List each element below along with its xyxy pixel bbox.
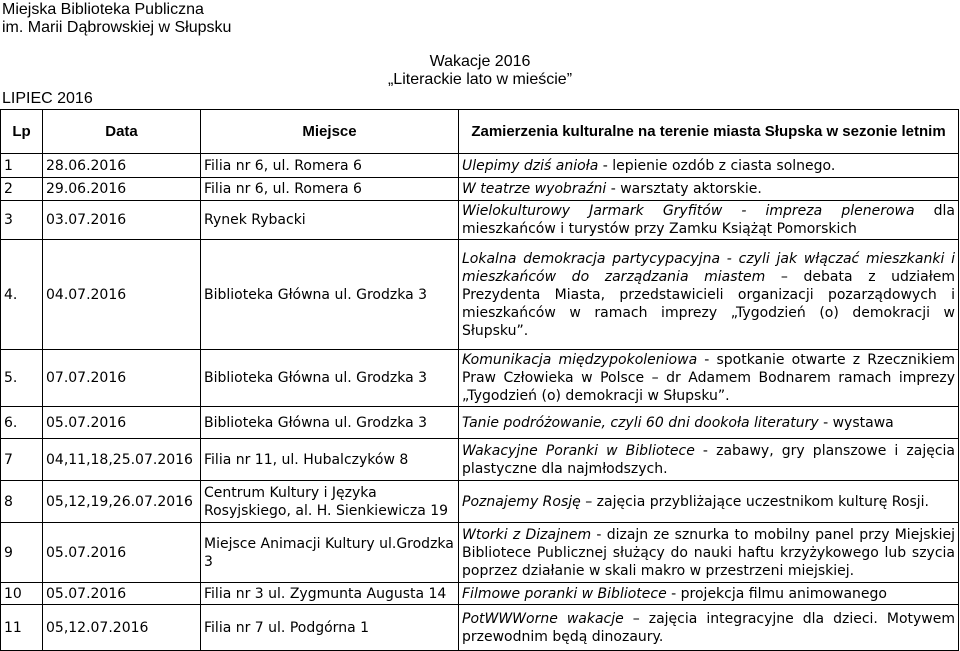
event-details: - lepienie ozdób z ciasta solnego. [598,157,836,174]
row-date: 05.07.2016 [43,407,201,439]
event-title: Poznajemy Rosję [462,493,581,510]
row-place: Filia nr 6, ul. Romera 6 [201,178,459,201]
row-lp: 8 [1,481,43,523]
row-date: 03.07.2016 [43,201,201,240]
event-title: Wakacyjne Poranki w Bibliotece [462,442,695,459]
row-place: Rynek Rybacki [201,201,459,240]
row-description [459,523,959,583]
row-date: 04.07.2016 [43,240,201,350]
row-date: 05.07.2016 [43,583,201,605]
table-row [1,523,959,583]
header-lp: Lp [1,110,43,154]
event-details: – debata z udziałem Prezydenta Miasta, przedstawicieli organizacji pozarządowych i mieszkańców w ramach imprezy „Tygodzień (o) demokracji w Słupsku”. [462,268,955,339]
row-place: Miejsce Animacji Kultury ul.Grodzka 3 [201,523,459,583]
library-name-line1: Miejska Biblioteka Publiczna [2,1,204,18]
row-lp: 9 [1,523,43,583]
row-date: 05,12,19,26.07.2016 [43,481,201,523]
event-title: Filmowe poranki w Bibliotece [462,585,667,602]
row-place: Biblioteka Główna ul. Grodzka 3 [201,240,459,350]
document-subtitle: „Literackie lato w mieście” [387,71,573,88]
row-date: 05.07.2016 [43,523,201,583]
table-row [1,439,959,481]
row-date: 04,11,18,25.07.2016 [43,439,201,481]
event-title: W teatrze wyobraźni [462,181,607,197]
table-row [1,605,959,651]
row-description [459,240,959,350]
row-lp: 3 [1,201,43,240]
event-details: - spotkanie otwarte z Rzecznikiem Praw Człowieka w Polsce – dr Adamem Bodnarem ramach imprezy „Tygodzień (o) demokracji w Słupsku”. [462,352,955,404]
event-details: - projekcja filmu animowanego [666,585,887,602]
row-lp: 11 [1,605,43,651]
row-description [459,407,959,439]
row-place: Biblioteka Główna ul. Grodzka 3 [201,407,459,439]
row-description [459,605,959,651]
row-description [459,154,959,178]
event-title: Ulepimy dziś anioła [462,157,599,174]
row-date: 07.07.2016 [43,350,201,407]
table-row [1,178,959,201]
table-row [1,583,959,605]
events-table [0,109,959,651]
event-title: Wtorki z Dizajnem [462,526,592,543]
event-details: - wystawa [818,414,894,431]
table-row [1,350,959,407]
event-title: PotWWWorne wakacje [462,610,624,627]
table-row [1,481,959,523]
library-name-line2: im. Marii Dąbrowskiej w Słupsku [2,19,232,36]
event-details: - warsztaty aktorskie. [606,181,762,197]
row-description [459,481,959,523]
row-description [459,350,959,407]
event-title: Wielokulturowy Jarmark Gryfitów - impreza plenerowa [462,203,915,219]
event-details: – zajęcia integracyjne dla dzieci. Motywem przewodnim będą dinozaury. [462,610,955,645]
row-lp: 4. [1,240,43,350]
event-title: Komunikacja międzypokoleniowa [462,352,698,368]
row-place: Biblioteka Główna ul. Grodzka 3 [201,350,459,407]
table-row [1,240,959,350]
row-place: Centrum Kultury i Języka Rosyjskiego, al. H. Sienkiewicza 19 [201,481,459,523]
row-description [459,583,959,605]
event-title: Tanie podróżowanie, czyli 60 dni dookoła literatury [462,414,819,431]
header-date: Data [43,110,201,154]
row-description [459,439,959,481]
event-title: Lokalna demokracja partycypacyjna - czyli jak włączać mieszkanki i mieszkańców do zarządzania miastem [462,250,955,285]
row-place: Filia nr 3 ul. Zygmunta Augusta 14 [201,583,459,605]
row-lp: 7 [1,439,43,481]
document-title: Wakacje 2016 [429,53,531,70]
month-heading: LIPIEC 2016 [2,90,93,107]
row-lp: 1 [1,154,43,178]
header-place: Miejsce [201,110,459,154]
row-description [459,178,959,201]
event-details: - zabawy, gry planszowe i zajęcia plastyczne dla najmłodszych. [462,442,956,477]
event-details: dla mieszkańców i turystów przy Zamku Książąt Pomorskich [462,203,955,237]
row-lp: 2 [1,178,43,201]
row-place: Filia nr 6, ul. Romera 6 [201,154,459,178]
event-details: - dizajn ze sznurka to mobilny panel przy Miejskiej Bibliotece Publicznej służący do nauki haftu krzyżykowego lub szycia poprzez działanie w skali makro w przestrzeni miejskiej. [462,526,955,579]
row-lp: 10 [1,583,43,605]
table-row [1,201,959,240]
row-description [459,201,959,240]
row-date: 05,12.07.2016 [43,605,201,651]
row-lp: 5. [1,350,43,407]
row-place: Filia nr 11, ul. Hubalczyków 8 [201,439,459,481]
row-place: Filia nr 7 ul. Podgórna 1 [201,605,459,651]
row-date: 29.06.2016 [43,178,201,201]
event-details: – zajęcia przybliżające uczestnikom kulturę Rosji. [580,493,929,510]
table-header-row [1,110,959,154]
row-date: 28.06.2016 [43,154,201,178]
header-description: Zamierzenia kulturalne na terenie miasta Słupska w sezonie letnim [459,110,959,154]
row-lp: 6. [1,407,43,439]
table-row [1,154,959,178]
table-row [1,407,959,439]
